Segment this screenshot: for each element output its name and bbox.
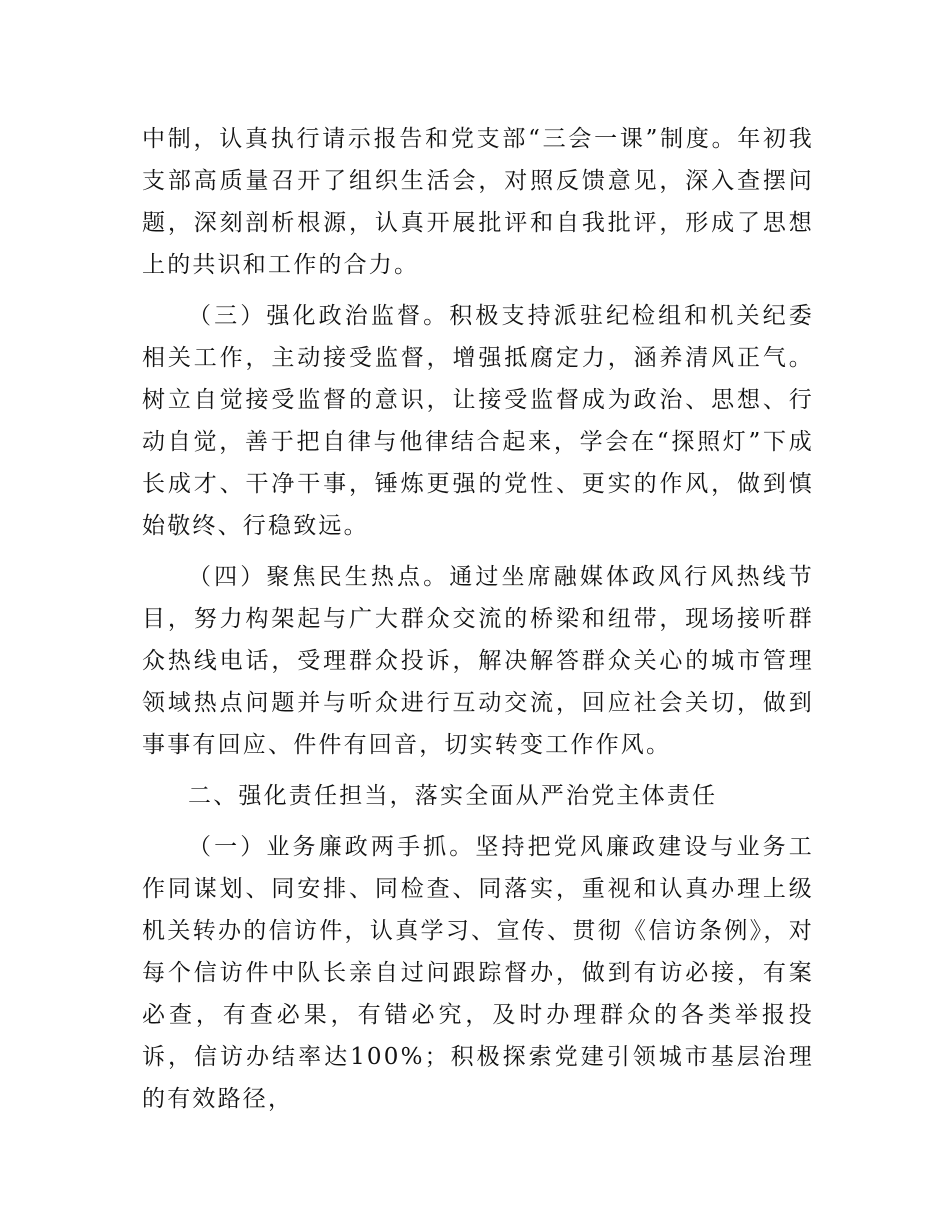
paragraph-business-integrity: （一）业务廉政两手抓。坚持把党风廉政建设与业务工作同谋划、同安排、同检查、同落实，重视和认真办理上级机关转办的信访件，认真学习、宣传、贯彻《信访条例》，对每个信访件中队长亲自过问跟踪督办，做到有访必接，有案必查，有查必果，有错必究，及时办理群众的各类举报投诉，信访办结率达100%；积极探索党建引领城市基层治理的有效路径， (142, 834, 814, 1112)
paragraph-political-supervision: （三）强化政治监督。积极支持派驻纪检组和机关纪委相关工作，主动接受监督，增强抵腐定力，涵养清风正气。树立自觉接受监督的意识，让接受监督成为政治、思想、行动自觉，善于把自律与他律结合起来，学会在“探照灯”下成长成才、干净干事，锤炼更强的党性、更实的作风，做到慎始敬终、行稳致远。 (142, 303, 814, 539)
section-heading-responsibility: 二、强化责任担当，落实全面从严治党主体责任 (188, 783, 718, 809)
paragraph-continuation: 中制，认真执行请示报告和党支部“三会一课”制度。年初我支部高质量召开了组织生活会，对照反馈意见，深入查摆问题，深刻剖析根源，认真开展批评和自我批评，形成了思想上的共识和工作的合力。 (142, 126, 814, 278)
paragraph-livelihood-hotspots: （四）聚焦民生热点。通过坐席融媒体政风行风热线节目，努力构架起与广大群众交流的桥梁和纽带，现场接听群众热线电话，受理群众投诉，解决解答群众关心的城市管理领域热点问题并与听众进行互动交流，回应社会关切，做到事事有回应、件件有回音，切实转变工作作风。 (142, 564, 814, 758)
document-page (142, 118, 814, 1129)
